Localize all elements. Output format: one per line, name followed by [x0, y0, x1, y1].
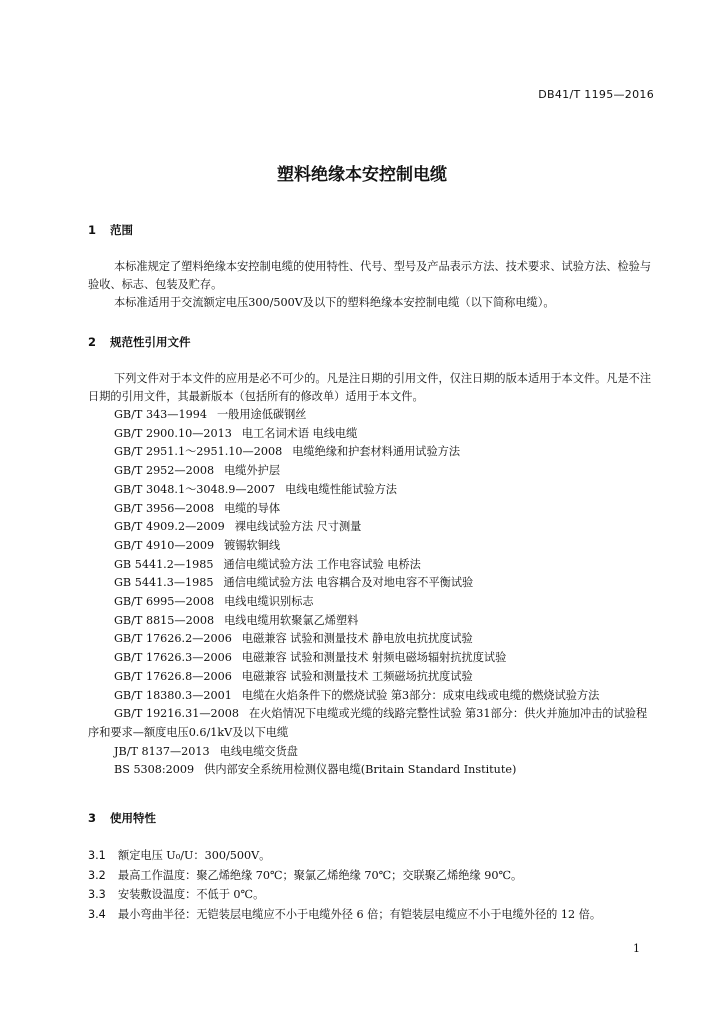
reference-code: GB/T 2952—2008: [114, 464, 215, 478]
reference-title: 电磁兼容 试验和测量技术 射频电磁场辐射抗扰度试验: [241, 651, 507, 665]
reference-title: 通信电缆试验方法 电容耦合及对地电容不平衡试验: [223, 576, 474, 590]
reference-item: [88, 687, 658, 706]
reference-title: 电工名词术语 电线电缆: [241, 426, 358, 440]
standard-code: DB41/T 1195—2016: [538, 88, 654, 101]
reference-code: GB 5441.3—1985: [114, 576, 214, 590]
section-1-heading: [88, 222, 133, 238]
scope-paragraph-2: [88, 294, 658, 312]
reference-item: [88, 518, 658, 537]
section-number: 1: [88, 223, 97, 237]
clause-text: 额定电压 U₀/U：300/500V。: [118, 849, 271, 862]
clause-number: 3.3: [88, 888, 106, 901]
reference-title: 电线电缆识别标志: [224, 595, 314, 609]
clause-item: [88, 846, 668, 866]
clause-number: 3.1: [88, 849, 106, 862]
reference-item: [88, 425, 658, 444]
reference-item: [88, 500, 658, 519]
section-3-heading: [88, 810, 156, 826]
reference-item: [88, 593, 658, 612]
reference-title: 电线电缆交货盘: [219, 744, 298, 758]
reference-item: [88, 443, 658, 462]
clause-text: 最高工作温度：聚乙烯绝缘 70℃；聚氯乙烯绝缘 70℃；交联聚乙烯绝缘 90℃。: [118, 868, 523, 882]
references-intro: [88, 370, 658, 406]
reference-title: 在火焰情况下电缆或光缆的线路完整性试验 第31部分：供火并施加冲击的试验程序和要求—额度电压0.6/1kV及以下电缆: [88, 707, 648, 739]
reference-code: GB/T 3048.1～3048.9—2007: [114, 482, 276, 496]
page-number: 1: [633, 942, 640, 955]
paragraph-text: 下列文件对于本文件的应用是必不可少的。凡是注日期的引用文件，仅注日期的版本适用于本文件。凡是不注日期的引用文件，其最新版本（包括所有的修改单）适用于本文件。: [88, 372, 652, 403]
scope-paragraph-1: [88, 258, 658, 294]
document-title: 塑料绝缘本安控制电缆: [277, 165, 447, 185]
clause-item: [88, 885, 668, 905]
reference-title: 电线电缆性能试验方法: [285, 482, 397, 496]
reference-code: GB/T 2951.1～2951.10—2008: [114, 445, 283, 459]
paragraph-text: 本标准适用于交流额定电压300/500V及以下的塑料绝缘本安控制电缆（以下简称电缆）。: [114, 296, 555, 309]
reference-item: [88, 612, 658, 631]
reference-code: BS 5308:2009: [114, 763, 195, 777]
reference-title: 电缆在火焰条件下的燃烧试验 第3部分：成束电线或电缆的燃烧试验方法: [241, 688, 600, 702]
reference-title: 镀锡软铜线: [224, 538, 281, 552]
reference-code: GB/T 343—1994: [114, 408, 207, 421]
reference-code: GB/T 17626.3—2006: [114, 651, 232, 665]
reference-code: GB/T 4910—2009: [114, 538, 215, 552]
reference-title: 电缆的导体: [224, 501, 281, 515]
reference-title: 电缆外护层: [224, 464, 281, 478]
reference-code: GB/T 4909.2—2009: [114, 520, 225, 534]
clause-number: 3.4: [88, 907, 106, 921]
section-2-heading: [88, 334, 191, 350]
reference-item: [88, 743, 658, 762]
paragraph-text: 本标准规定了塑料绝缘本安控制电缆的使用特性、代号、型号及产品表示方法、技术要求、试验方法、检验与验收、标志、包装及贮存。: [88, 260, 652, 291]
reference-item: [88, 537, 658, 556]
reference-code: GB/T 18380.3—2001: [114, 688, 232, 702]
section-title: 规范性引用文件: [110, 335, 191, 349]
reference-code: JB/T 8137—2013: [114, 744, 210, 758]
clause-item: [88, 866, 668, 886]
clause-text: 安装敷设温度：不低于 0℃。: [118, 888, 265, 901]
reference-item: [88, 761, 658, 780]
section-title: 使用特性: [110, 811, 157, 825]
reference-title: 通信电缆试验方法 工作电容试验 电桥法: [223, 557, 421, 571]
reference-title: 电磁兼容 试验和测量技术 工频磁场抗扰度试验: [241, 669, 473, 683]
reference-title: 电磁兼容 试验和测量技术 静电放电抗扰度试验: [241, 632, 473, 646]
reference-item: [88, 462, 658, 481]
reference-title: 电线电缆用软聚氯乙烯塑料: [224, 613, 359, 627]
reference-item: [88, 574, 658, 593]
reference-title: 一般用途低碳钢丝: [216, 408, 307, 421]
reference-item: [88, 406, 658, 425]
reference-item: [88, 481, 658, 500]
reference-code: GB/T 6995—2008: [114, 595, 215, 609]
reference-item: [88, 649, 658, 668]
reference-code: GB/T 2900.10—2013: [114, 426, 232, 440]
reference-code: GB/T 19216.31—2008: [114, 707, 239, 721]
reference-code: GB/T 17626.8—2006: [114, 669, 232, 683]
clause-list: [88, 846, 668, 924]
reference-code: GB/T 3956—2008: [114, 501, 215, 515]
reference-code: GB 5441.2—1985: [114, 557, 214, 571]
section-title: 范围: [110, 223, 134, 237]
reference-item: [88, 668, 658, 687]
reference-item: [88, 630, 658, 649]
reference-item: [88, 705, 658, 742]
section-number: 3: [88, 811, 97, 825]
reference-title: 电缆绝缘和护套材料通用试验方法: [292, 445, 461, 459]
reference-title: 供内部安全系统用检测仪器电缆(Britain Standard Institute): [204, 763, 517, 777]
reference-code: GB/T 8815—2008: [114, 613, 215, 627]
reference-item: [88, 556, 658, 575]
clause-text: 最小弯曲半径：无铠装层电缆应不小于电缆外径 6 倍；有铠装层电缆应不小于电缆外径的 12 倍。: [118, 907, 602, 921]
clause-item: [88, 905, 668, 925]
reference-code: GB/T 17626.2—2006: [114, 632, 232, 646]
section-number: 2: [88, 335, 97, 349]
reference-list: [88, 406, 658, 780]
clause-number: 3.2: [88, 868, 106, 882]
reference-title: 裸电线试验方法 尺寸测量: [234, 520, 362, 534]
